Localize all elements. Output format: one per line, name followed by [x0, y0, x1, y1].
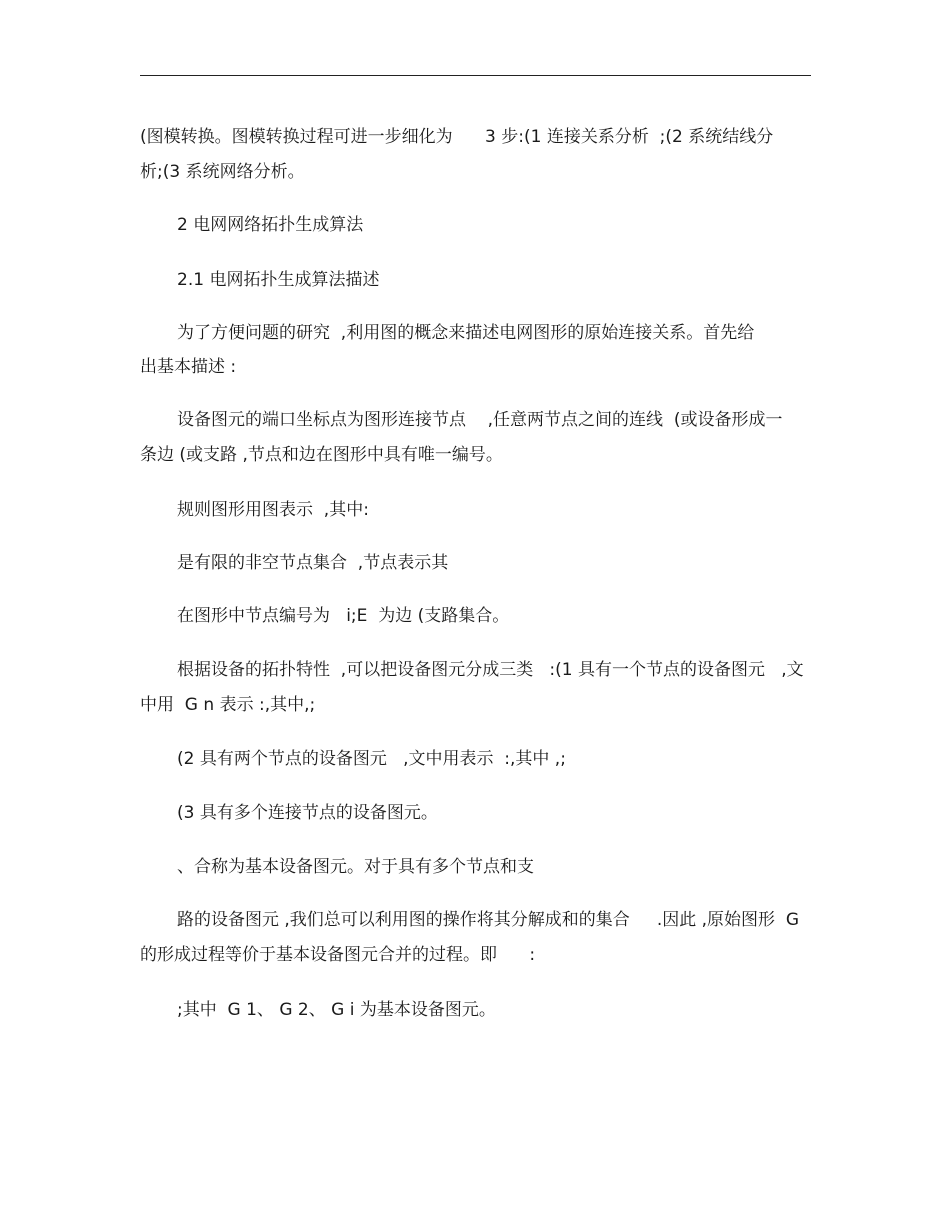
text-line: 路的设备图元 ,我们总可以利用图的操作将其分解成和的集合 .因此 ,原始图形 G — [177, 910, 800, 930]
text-line: 规则图形用图表示 ,其中: — [177, 500, 369, 520]
text-line: 设备图元的端口坐标点为图形连接节点 ,任意两节点之间的连线 (或设备形成一 — [177, 410, 783, 430]
text-line: 在图形中节点编号为 i;E 为边 (支路集合。 — [177, 606, 510, 626]
text-line: 是有限的非空节点集合 ,节点表示其 — [177, 553, 449, 573]
text-line: ;其中 G 1、 G 2、 G i 为基本设备图元。 — [177, 1000, 496, 1020]
text-line: (2 具有两个节点的设备图元 ,文中用表示 :,其中 ,; — [177, 749, 566, 769]
text-line: (3 具有多个连接节点的设备图元。 — [177, 803, 438, 823]
subsection-heading: 2.1 电网拓扑生成算法描述 — [177, 270, 380, 290]
header-rule — [140, 75, 811, 76]
text-line: 根据设备的拓扑特性 ,可以把设备图元分成三类 :(1 具有一个节点的设备图元 ,文 — [177, 660, 804, 680]
text-line: 条边 (或支路 ,节点和边在图形中具有唯一编号。 — [140, 445, 503, 465]
text-line: 中用 G n 表示 :,其中,; — [140, 695, 316, 715]
text-line: 为了方便问题的研究 ,利用图的概念来描述电网图形的原始连接关系。首先给 — [177, 323, 755, 343]
text-line: 的形成过程等价于基本设备图元合并的过程。即 : — [140, 945, 536, 965]
text-line: 出基本描述 : — [140, 357, 237, 377]
text-line: 、合称为基本设备图元。对于具有多个节点和支 — [177, 857, 534, 877]
section-heading: 2 电网网络拓扑生成算法 — [177, 215, 364, 235]
text-line: (图模转换。图模转换过程可进一步细化为 3 步:(1 连接关系分析 ;(2 系统结线分 — [140, 127, 774, 147]
text-line: 析;(3 系统网络分析。 — [140, 162, 305, 182]
